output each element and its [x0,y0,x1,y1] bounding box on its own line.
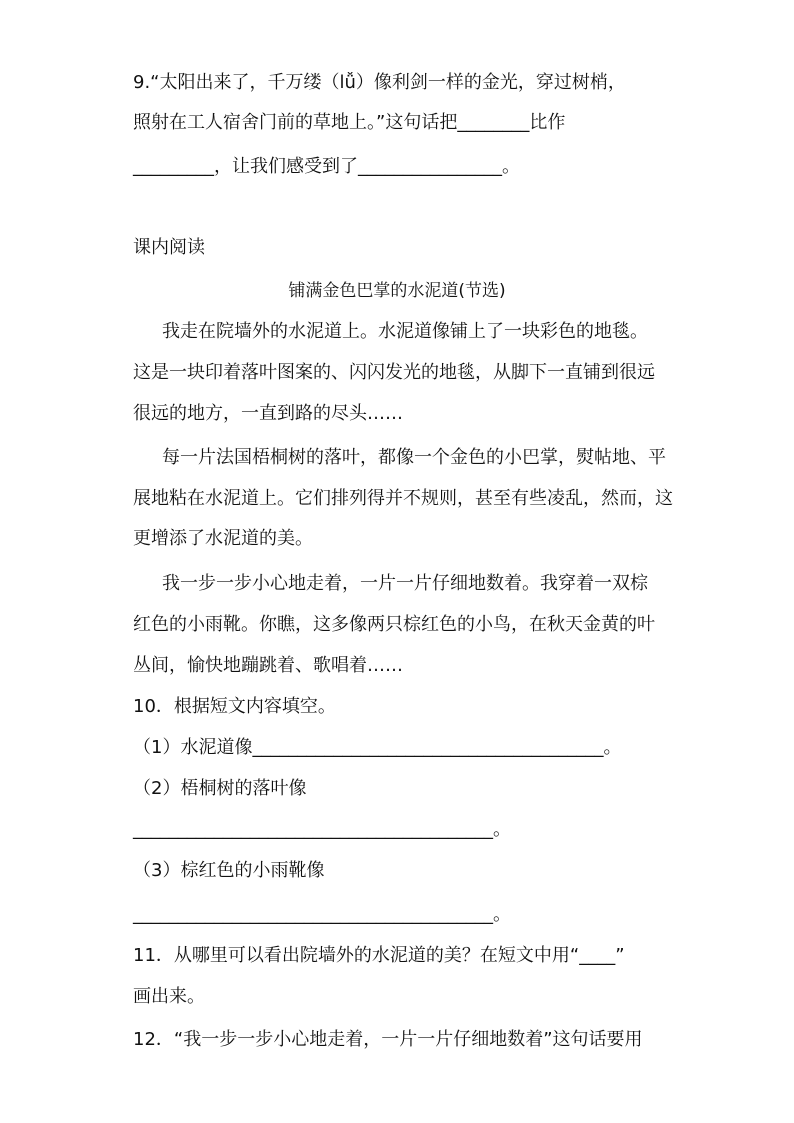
passage-title: 铺满金色巴掌的水泥道(节选) [288,281,506,301]
passage-paragraph-3-line-2: 红色的小雨靴。你瞧，这多像两只棕红色的小鸟，在秋天金黄的叶 [133,614,655,635]
question-10-item-2-label: （2）梧桐树的落叶像 [133,778,307,799]
passage-paragraph-1-line-2: 这是一块印着落叶图案的、闪闪发光的地毯，从脚下一直铺到很远 [133,362,655,383]
question-9-line-1: 9.“太阳出来了，千万缕（lǚ）像利剑一样的金光，穿过树梢， [133,72,626,93]
question-10-stem: 10．根据短文内容填空。 [133,696,336,717]
passage-paragraph-3-line-1: 我一步一步小心地走着，一片一片仔细地数着。我穿着一双棕 [162,573,648,594]
passage-paragraph-1-line-3: 很远的地方，一直到路的尽头…… [133,403,403,424]
passage-paragraph-2-line-3: 更增添了水泥道的美。 [133,528,313,549]
question-10-item-2-blank: ________________________________________。 [133,819,511,840]
section-label: 课内阅读 [133,237,205,258]
question-10-item-3-blank: ________________________________________。 [133,904,511,925]
passage-paragraph-2-line-1: 每一片法国梧桐树的落叶，都像一个金色的小巴掌，熨帖地、平 [162,447,666,468]
passage-paragraph-2-line-2: 展地粘在水泥道上。它们排列得并不规则，甚至有些凌乱，然而，这 [133,488,673,509]
question-10-item-3-label: （3）棕红色的小雨靴像 [133,860,325,881]
question-9-line-3: _________，让我们感受到了________________。 [133,156,520,177]
question-12-line-1: 12．“我一步一步小心地走着，一片一片仔细地数着”这句话要用 [133,1029,643,1050]
question-10-item-1: （1）水泥道像_______________________________________。 [133,737,622,758]
passage-paragraph-1-line-1: 我走在院墙外的水泥道上。水泥道像铺上了一块彩色的地毯。 [162,321,648,342]
passage-paragraph-3-line-3: 丛间，愉快地蹦跳着、歌唱着…… [133,655,403,676]
question-9-line-2: 照射在工人宿舍门前的草地上。”这句话把________比作 [133,112,566,133]
question-11-line-1: 11．从哪里可以看出院墙外的水泥道的美？在短文中用“____” [133,945,625,966]
question-11-line-2: 画出来。 [133,986,205,1007]
